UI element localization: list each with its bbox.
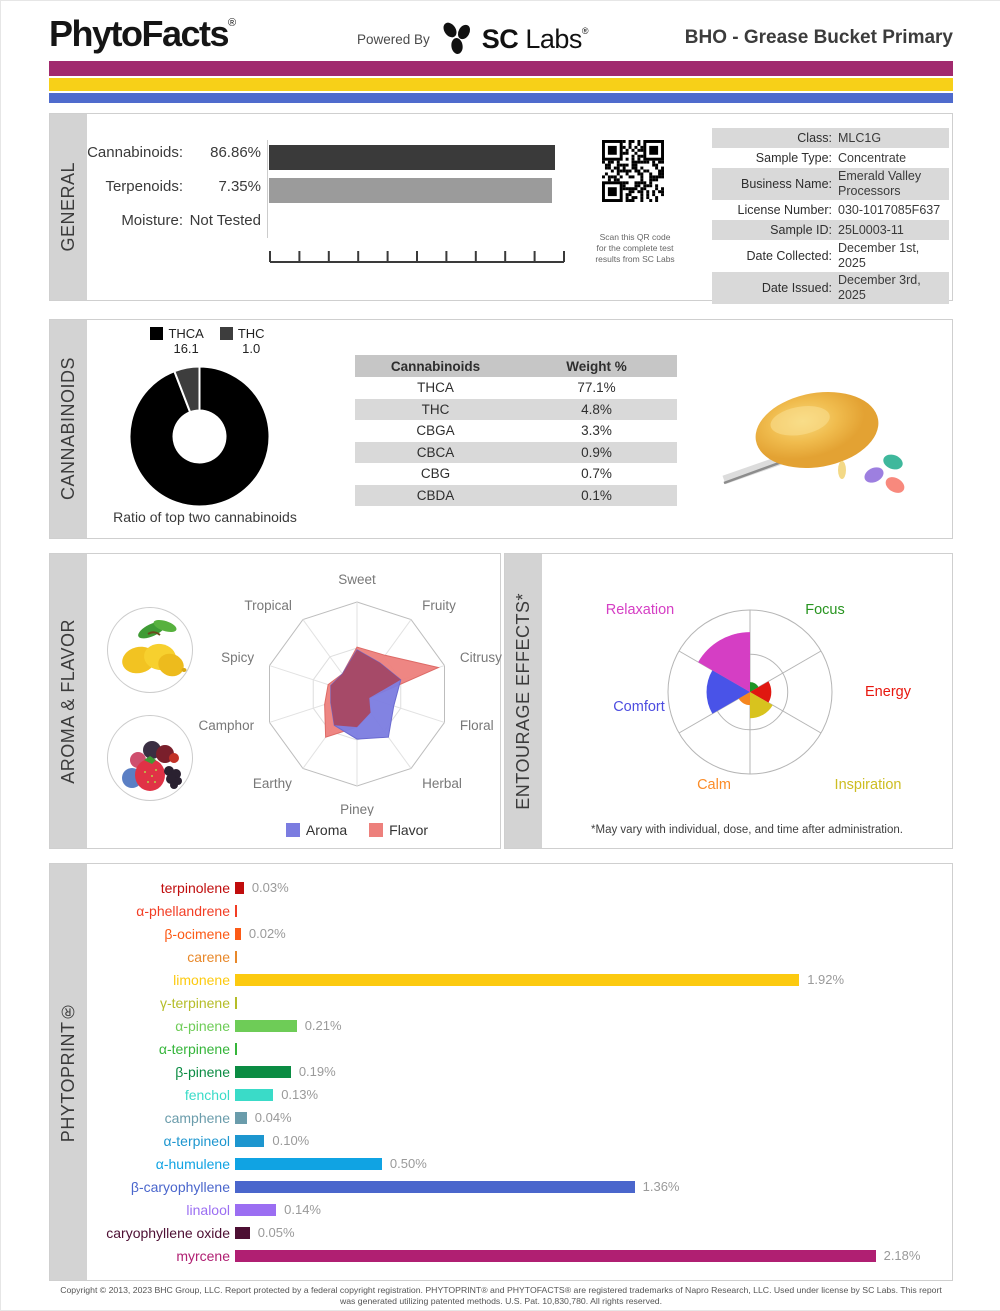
info-label: Date Issued:	[761, 281, 832, 295]
terpene-row	[87, 1060, 952, 1083]
terpene-value: 2.18%	[883, 1248, 921, 1263]
radar-axis-label: Earthy	[252, 776, 292, 792]
terpene-bar	[235, 1043, 237, 1055]
terpene-track	[235, 1110, 952, 1125]
phytofacts-logo: PhytoFacts®	[49, 13, 235, 54]
cannabinoid-table-row	[355, 463, 677, 485]
terpene-label: camphene	[164, 1109, 230, 1126]
cannabinoid-table-row	[355, 442, 677, 464]
general-row-terpenoids	[87, 178, 261, 195]
terpene-bar	[235, 1066, 291, 1078]
terpene-label: β-pinene	[175, 1063, 230, 1080]
section-phytoprint-content	[87, 864, 952, 1280]
section-cannabinoids	[49, 319, 953, 539]
stripe-magenta	[49, 61, 953, 76]
terpene-label: caryophyllene oxide	[106, 1224, 230, 1241]
section-general-label: GENERAL	[58, 162, 78, 252]
info-table-row	[712, 128, 949, 148]
terpene-track	[235, 1202, 952, 1217]
donut-legend-item	[220, 326, 265, 356]
entourage-label: Focus	[805, 602, 845, 618]
table-cell: CBCA	[416, 444, 455, 460]
info-value: Emerald Valley Processors	[838, 169, 922, 198]
terpene-label: α-terpineol	[163, 1132, 230, 1149]
sclabs-logo-icon	[438, 19, 474, 60]
info-value: MLC1G	[838, 130, 882, 145]
terpene-row	[87, 922, 952, 945]
terpene-label: γ-terpinene	[159, 994, 230, 1011]
terpene-row	[87, 1129, 952, 1152]
terpene-bar	[235, 951, 237, 963]
table-cell: THCA	[417, 380, 454, 396]
terpene-row	[87, 899, 952, 922]
terpene-label: β-caryophyllene	[130, 1178, 230, 1195]
table-cell: CBG	[420, 466, 451, 482]
header-cell: Cannabinoids	[390, 358, 481, 374]
terpene-label: α-pinene	[175, 1017, 230, 1034]
stripe-yellow	[49, 78, 953, 91]
terpene-bar	[235, 1135, 264, 1147]
general-label: Terpenoids:	[105, 178, 183, 195]
section-entourage-content	[542, 554, 952, 848]
terpene-track	[235, 1043, 952, 1055]
terpene-value: 0.14%	[284, 1202, 321, 1217]
qr-caption-line: results from SC Labs	[595, 254, 675, 265]
table-cell: 4.8%	[581, 401, 612, 417]
terpene-label: limonene	[173, 971, 230, 988]
terpene-row	[87, 1244, 952, 1267]
legend-label: Flavor	[389, 822, 429, 838]
terpene-track	[235, 997, 952, 1009]
qr-caption	[565, 232, 705, 265]
radar-axis-label: Citrusy	[459, 649, 502, 665]
legend-value: 16.1	[173, 341, 199, 356]
cannabinoid-table-row	[355, 377, 677, 399]
terpene-track	[235, 880, 952, 895]
entourage-label: Relaxation	[605, 602, 675, 618]
radar-axis-label: Camphor	[198, 718, 255, 734]
terpene-track	[235, 951, 952, 963]
radar-axis-label: Sweet	[338, 572, 376, 587]
radar-axis-label: Floral	[459, 718, 494, 734]
terpene-track	[235, 1248, 952, 1263]
table-cell: 0.9%	[581, 444, 612, 460]
info-table-row	[712, 168, 949, 200]
legend-swatch	[150, 327, 163, 340]
section-phytoprint-label: PHYTOPRINT®	[58, 1001, 78, 1143]
section-general	[49, 113, 953, 301]
cannabinoid-table	[355, 355, 677, 506]
terpene-bar	[235, 882, 244, 894]
info-label: Sample Type:	[755, 151, 832, 165]
radar-axis-label: Tropical	[244, 597, 292, 613]
info-table-row	[712, 272, 949, 304]
terpene-track	[235, 972, 952, 987]
header	[49, 11, 953, 59]
info-label: Business Name:	[740, 177, 832, 191]
info-value: December 3rd, 2025	[838, 273, 921, 302]
info-label: Class:	[797, 131, 832, 145]
terpene-label: myrcene	[176, 1247, 230, 1264]
terpene-row	[87, 1152, 952, 1175]
general-value: 7.35%	[218, 178, 261, 195]
terpene-row	[87, 1175, 952, 1198]
radar-axis-label: Herbal	[422, 776, 462, 792]
terpene-track	[235, 1018, 952, 1033]
brand-stripes	[49, 61, 953, 103]
terpene-row	[87, 876, 952, 899]
terpene-bar	[235, 928, 241, 940]
sclabs-wordmark: SC Labs®	[481, 24, 589, 54]
scale-ruler	[269, 248, 565, 264]
table-cell: 77.1%	[577, 380, 616, 396]
aroma-flavor-radar-chart	[87, 554, 502, 816]
table-cell: CBGA	[416, 423, 455, 439]
section-phytoprint-strip	[50, 864, 87, 1280]
terpene-value: 1.36%	[642, 1179, 680, 1194]
donut-legend	[115, 326, 300, 356]
flavor-swatch	[369, 823, 383, 837]
cannabinoids-total-bar	[269, 145, 555, 170]
terpene-bar	[235, 1227, 250, 1239]
terpene-label: carene	[187, 948, 230, 965]
terpene-bar	[235, 1250, 876, 1262]
terpene-track	[235, 1087, 952, 1102]
copyright-footer	[31, 1285, 971, 1307]
terpene-label: α-phellandrene	[136, 902, 230, 919]
terpene-value: 0.03%	[251, 880, 289, 895]
section-phytoprint	[49, 863, 953, 1281]
info-table-row	[712, 200, 949, 220]
terpene-row	[87, 1221, 952, 1244]
footer-line: Copyright © 2013, 2023 BHC Group, LLC. Report protected by a federal copyright registration. PHYTOPRINT® and PHYTOFACTS® are registered trademarks of Napro Research, LLC. Used under license by SC Labs. This report	[60, 1285, 942, 1295]
info-table-row	[712, 148, 949, 168]
qr-caption-line: Scan this QR code	[599, 232, 671, 242]
terpene-row	[87, 1014, 952, 1037]
mini-beans-logo	[862, 452, 907, 496]
report-title: BHO - Grease Bucket Primary	[684, 27, 953, 48]
header-cell: Weight %	[566, 358, 627, 374]
terpene-bar	[235, 1204, 276, 1216]
info-value: Concentrate	[838, 150, 907, 165]
general-label: Moisture:	[121, 212, 183, 229]
section-aroma-label: AROMA & FLAVOR	[58, 618, 78, 784]
registered-mark: ®	[228, 17, 235, 29]
terpene-track	[235, 926, 952, 941]
legend-label: Aroma	[305, 822, 348, 838]
terpene-track	[235, 1064, 952, 1079]
entourage-label: Energy	[865, 684, 911, 700]
terpene-row	[87, 968, 952, 991]
terpene-value: 0.04%	[254, 1110, 292, 1125]
cannabinoid-ratio-donut-chart	[127, 364, 272, 509]
legend-swatch	[220, 327, 233, 340]
terpene-track	[235, 1156, 952, 1171]
terpene-value: 0.19%	[298, 1064, 336, 1079]
terpene-row	[87, 1106, 952, 1129]
info-value: 25L0003-11	[838, 222, 904, 237]
info-table-row	[712, 240, 949, 272]
terpene-bar	[235, 1158, 382, 1170]
section-entourage	[504, 553, 953, 849]
terpene-bar	[235, 1112, 247, 1124]
info-label: Date Collected:	[746, 249, 832, 263]
legend-item-aroma	[286, 822, 347, 838]
terpene-bar	[235, 974, 799, 986]
general-row-moisture	[87, 212, 261, 229]
cannabinoid-table-header	[355, 355, 677, 377]
terpene-bar-chart	[87, 876, 952, 1267]
terpene-bar	[235, 997, 237, 1009]
terpene-value: 0.05%	[257, 1225, 295, 1240]
terpene-label: terpinolene	[160, 879, 230, 896]
terpene-label: β-ocimene	[164, 925, 230, 942]
entourage-label: Calm	[697, 777, 731, 793]
terpene-row	[87, 945, 952, 968]
terpene-bar	[235, 1181, 635, 1193]
general-value: 86.86%	[210, 144, 261, 161]
terpene-value: 0.21%	[304, 1018, 342, 1033]
powered-by-label: Powered By	[357, 32, 430, 47]
info-table-row	[712, 220, 949, 240]
radar-axis-label: Spicy	[221, 649, 255, 665]
general-row-cannabinoids	[87, 144, 261, 161]
section-aroma-content	[87, 554, 500, 848]
section-entourage-label: ENTOURAGE EFFECTS*	[513, 592, 533, 810]
terpene-bar	[235, 1020, 297, 1032]
footer-line: was generated utilizing patented methods. U.S. Pat. 10,830,780. All rights reserved.	[339, 1295, 663, 1306]
aroma-swatch	[286, 823, 300, 837]
terpene-track	[235, 1133, 952, 1148]
entourage-disclaimer: *May vary with individual, dose, and time after administration.	[591, 824, 903, 836]
terpene-value: 1.92%	[807, 972, 845, 987]
radar-axis-label: Piney	[340, 802, 374, 816]
donut-legend-item	[150, 326, 203, 356]
radar-axis-label: Fruity	[422, 597, 456, 613]
terpene-row	[87, 1198, 952, 1221]
legend-name: THCA	[168, 326, 204, 341]
radar-legend	[207, 822, 507, 838]
legend-item-flavor	[369, 822, 428, 838]
section-entourage-strip	[505, 554, 542, 848]
stripe-blue	[49, 93, 953, 103]
entourage-effects-chart	[542, 554, 954, 834]
terpene-value: 0.02%	[248, 926, 286, 941]
info-value: December 1st, 2025	[838, 241, 920, 270]
terpene-value: 0.10%	[272, 1133, 310, 1148]
general-value: Not Tested	[189, 212, 261, 229]
terpene-label: α-humulene	[155, 1155, 230, 1172]
general-label: Cannabinoids:	[87, 144, 183, 161]
section-aroma-flavor	[49, 553, 501, 849]
cannabinoid-table-row	[355, 420, 677, 442]
entourage-label: Inspiration	[834, 777, 902, 793]
terpene-row	[87, 1037, 952, 1060]
powered-by-block	[357, 19, 588, 60]
legend-name: THC	[237, 326, 265, 341]
terpene-value: 0.50%	[389, 1156, 427, 1171]
table-cell: CBDA	[416, 487, 455, 503]
table-cell: 3.3%	[581, 423, 612, 439]
section-cannabinoids-strip	[50, 320, 87, 538]
cannabinoid-table-row	[355, 399, 677, 421]
section-general-content	[87, 114, 952, 300]
section-aroma-strip	[50, 554, 87, 848]
terpene-bar	[235, 1089, 273, 1101]
terpene-bar	[235, 905, 237, 917]
legend-text	[168, 326, 203, 356]
terpene-row	[87, 991, 952, 1014]
table-cell: THC	[421, 401, 450, 417]
terpene-row	[87, 1083, 952, 1106]
section-cannabinoids-label: CANNABINOIDS	[58, 357, 78, 501]
legend-text	[238, 326, 265, 356]
donut-caption: Ratio of top two cannabinoids	[113, 509, 297, 525]
table-cell: 0.7%	[581, 466, 612, 482]
legend-value: 1.0	[242, 341, 261, 356]
section-general-strip	[50, 114, 87, 300]
terpene-label: α-terpinene	[158, 1040, 230, 1057]
terpene-value: 0.13%	[281, 1087, 319, 1102]
terpene-track	[235, 1225, 952, 1240]
qr-code	[602, 140, 664, 202]
terpenoids-total-bar	[269, 178, 552, 203]
divider	[267, 140, 268, 238]
terpene-track	[235, 905, 952, 917]
terpene-label: linalool	[186, 1201, 230, 1218]
entourage-label: Comfort	[613, 699, 665, 715]
table-cell: 0.1%	[581, 487, 612, 503]
sample-info-table	[712, 128, 949, 304]
terpene-label: fenchol	[184, 1086, 230, 1103]
cannabinoid-table-row	[355, 485, 677, 507]
info-label: Sample ID:	[770, 223, 832, 237]
terpene-track	[235, 1179, 952, 1194]
qr-caption-line: for the complete test	[596, 243, 674, 254]
section-cannabinoids-content	[87, 320, 952, 538]
info-label: License Number:	[737, 203, 832, 217]
product-photo	[722, 358, 912, 513]
info-value: 030-1017085F637	[838, 202, 941, 217]
